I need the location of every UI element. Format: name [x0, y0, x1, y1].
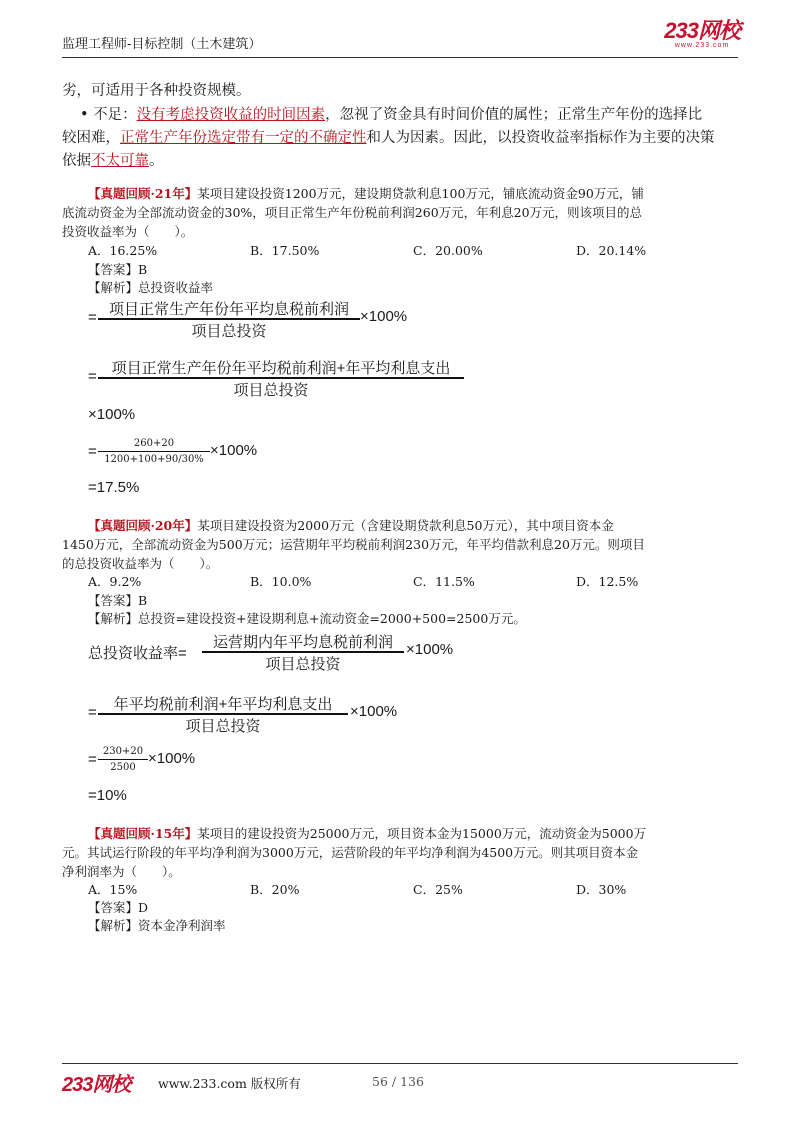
q2-f3-eq: = [88, 751, 97, 768]
intro-line-4 [62, 150, 738, 172]
q1-text-1: 某项目建设投资1200万元，建设期贷款利息100万元，铺底流动资金90万元，铺 [197, 186, 644, 201]
footer-copyright: www.233.com 版权所有 [158, 1076, 301, 1091]
q2-option-c: C．11.5% [413, 574, 475, 589]
q2-f3-numerator: 230+20 [102, 746, 144, 757]
q1-tag: 【真题回顾·21年】 [88, 186, 198, 201]
q2-formula-1 [88, 631, 488, 675]
intro-line-1 [62, 80, 738, 102]
q3-analysis: 【解析】资本金净利润率 [88, 918, 226, 933]
q1-option-c: C．20.00% [413, 243, 483, 258]
intro-line-3 [62, 127, 738, 149]
footer-rule [62, 1063, 738, 1064]
q1-formula-1 [88, 298, 428, 342]
page-header-title: 监理工程师-目标控制（土木建筑） [62, 37, 262, 52]
q1-analysis: 【解析】总投资收益率 [88, 280, 214, 295]
q3-option-d: D．30% [576, 882, 627, 897]
q2-stem-line-1 [88, 516, 740, 535]
q1-option-a: A．16.25% [88, 243, 158, 258]
intro-line-2 [80, 104, 740, 126]
q2-f2-tail: ×100% [350, 703, 398, 720]
intro-text-1: 劣，可适用于各种投资规模。 [62, 83, 251, 99]
q2-f3-denominator: 2500 [110, 762, 136, 773]
q2-f1-tail: ×100% [406, 641, 454, 658]
page-number: 56 / 136 [372, 1074, 424, 1089]
q2-f1-prefix: 总投资收益率= [88, 645, 187, 662]
q2-f1-denominator: 项目总投资 [265, 656, 341, 673]
intro-text-4b: 。 [149, 153, 164, 169]
highlight-uncertainty: 正常生产年份选定带有一定的不确定性 [120, 130, 367, 146]
q2-tag: 【真题回顾·20年】 [88, 518, 198, 533]
q3-tag: 【真题回顾·15年】 [88, 826, 198, 841]
q3-stem-line-2: 元。其试运行阶段的年平均净利润为3000万元，运营阶段的年平均净利润为4500万元。则其项目资本金 [62, 845, 639, 860]
q2-f3-bar [98, 759, 148, 760]
q1-f2-numerator: 项目正常生产年份年平均税前利润+年平均利息支出 [111, 360, 451, 377]
q1-formula-2 [88, 357, 488, 401]
q2-formula-2 [88, 693, 448, 737]
q1-f1-eq: = [88, 309, 97, 326]
q2-f1-numerator: 运营期内年平均息税前利润 [212, 634, 393, 651]
q2-f2-eq: = [88, 704, 97, 721]
q2-f2-denominator: 项目总投资 [185, 718, 261, 735]
intro-text-2: ，忽视了资金具有时间价值的属性；正常生产年份的选择比 [325, 107, 703, 123]
q1-f1-numerator: 项目正常生产年份年平均息税前利润 [108, 301, 349, 318]
q2-formula-3 [88, 746, 288, 776]
q1-option-d: D．20.14% [576, 243, 647, 258]
q2-analysis: 【解析】总投资=建设投资+建设期利息+流动资金=2000+500=2500万元。 [88, 611, 526, 626]
q2-stem-line-2: 1450万元，全部流动资金为500万元；运营期年平均税前利润230万元，年平均借款利息20万元。则项目 [62, 537, 645, 552]
q3-option-c: C．25% [413, 882, 463, 897]
intro-text-3b: 和人为因素。因此，以投资收益率指标作为主要的决策 [366, 130, 715, 146]
q3-stem-line-1 [88, 824, 740, 843]
q1-f2-tail: ×100% [88, 406, 136, 423]
q1-f2-denominator: 项目总投资 [233, 382, 309, 399]
q1-answer: 【答案】B [88, 262, 148, 277]
q1-f3-bar [98, 451, 210, 452]
q2-f2-numerator: 年平均税前利润+年平均利息支出 [113, 696, 333, 713]
highlight-unreliable: 不太可靠 [91, 153, 149, 169]
q1-option-b: B．17.50% [250, 243, 320, 258]
intro-text-3a: 较困难， [62, 130, 120, 146]
q1-stem-line-3: 投资收益率为（ ）。 [62, 224, 194, 239]
q1-f1-denominator: 项目总投资 [191, 323, 267, 340]
q1-f3-eq: = [88, 443, 97, 460]
q3-option-b: B．20% [250, 882, 300, 897]
q2-result: =10% [88, 787, 127, 804]
q3-text-1: 某项目的建设投资为25000万元，项目资本金为15000万元，流动资金为5000万 [197, 826, 647, 841]
footer-logo: 233网校 [62, 1074, 131, 1096]
logo-url: www.233.com [674, 42, 730, 49]
header-rule [62, 57, 738, 58]
highlight-time-factor: 没有考虑投资收益的时间因素 [136, 107, 326, 123]
q2-option-a: A．9.2% [88, 574, 142, 589]
q2-text-1: 某项目建设投资为2000万元（含建设期贷款利息50万元），其中项目资本金 [197, 518, 614, 533]
q3-answer: 【答案】D [88, 900, 149, 915]
q1-f2-eq: = [88, 368, 97, 385]
q3-stem-line-3: 净利润率为（ ）。 [62, 864, 181, 879]
q2-f3-tail: ×100% [148, 750, 196, 767]
q1-stem-line-2: 底流动资金为全部流动资金的30%，项目正常生产年份税前利润260万元，年利息20万元，则该项目的总 [62, 205, 643, 220]
header-logo [650, 20, 740, 49]
q2-option-d: D．12.5% [576, 574, 639, 589]
q1-result: =17.5% [88, 479, 140, 496]
intro-bullet: • 不足： [80, 107, 137, 123]
q1-formula-3 [88, 438, 308, 468]
logo-text: 233网校 [664, 18, 740, 43]
q3-option-a: A．15% [88, 882, 138, 897]
q2-answer: 【答案】B [88, 593, 148, 608]
q1-f3-denominator: 1200+100+90/30% [104, 454, 204, 465]
q2-stem-line-3: 的总投资收益率为（ ）。 [62, 556, 219, 571]
q1-f1-tail: ×100% [360, 308, 408, 325]
q1-f3-tail: ×100% [210, 442, 258, 459]
q2-option-b: B．10.0% [250, 574, 312, 589]
q1-stem-line-1 [88, 184, 740, 203]
intro-text-4a: 依据 [62, 153, 91, 169]
q1-f3-numerator: 260+20 [133, 438, 175, 449]
